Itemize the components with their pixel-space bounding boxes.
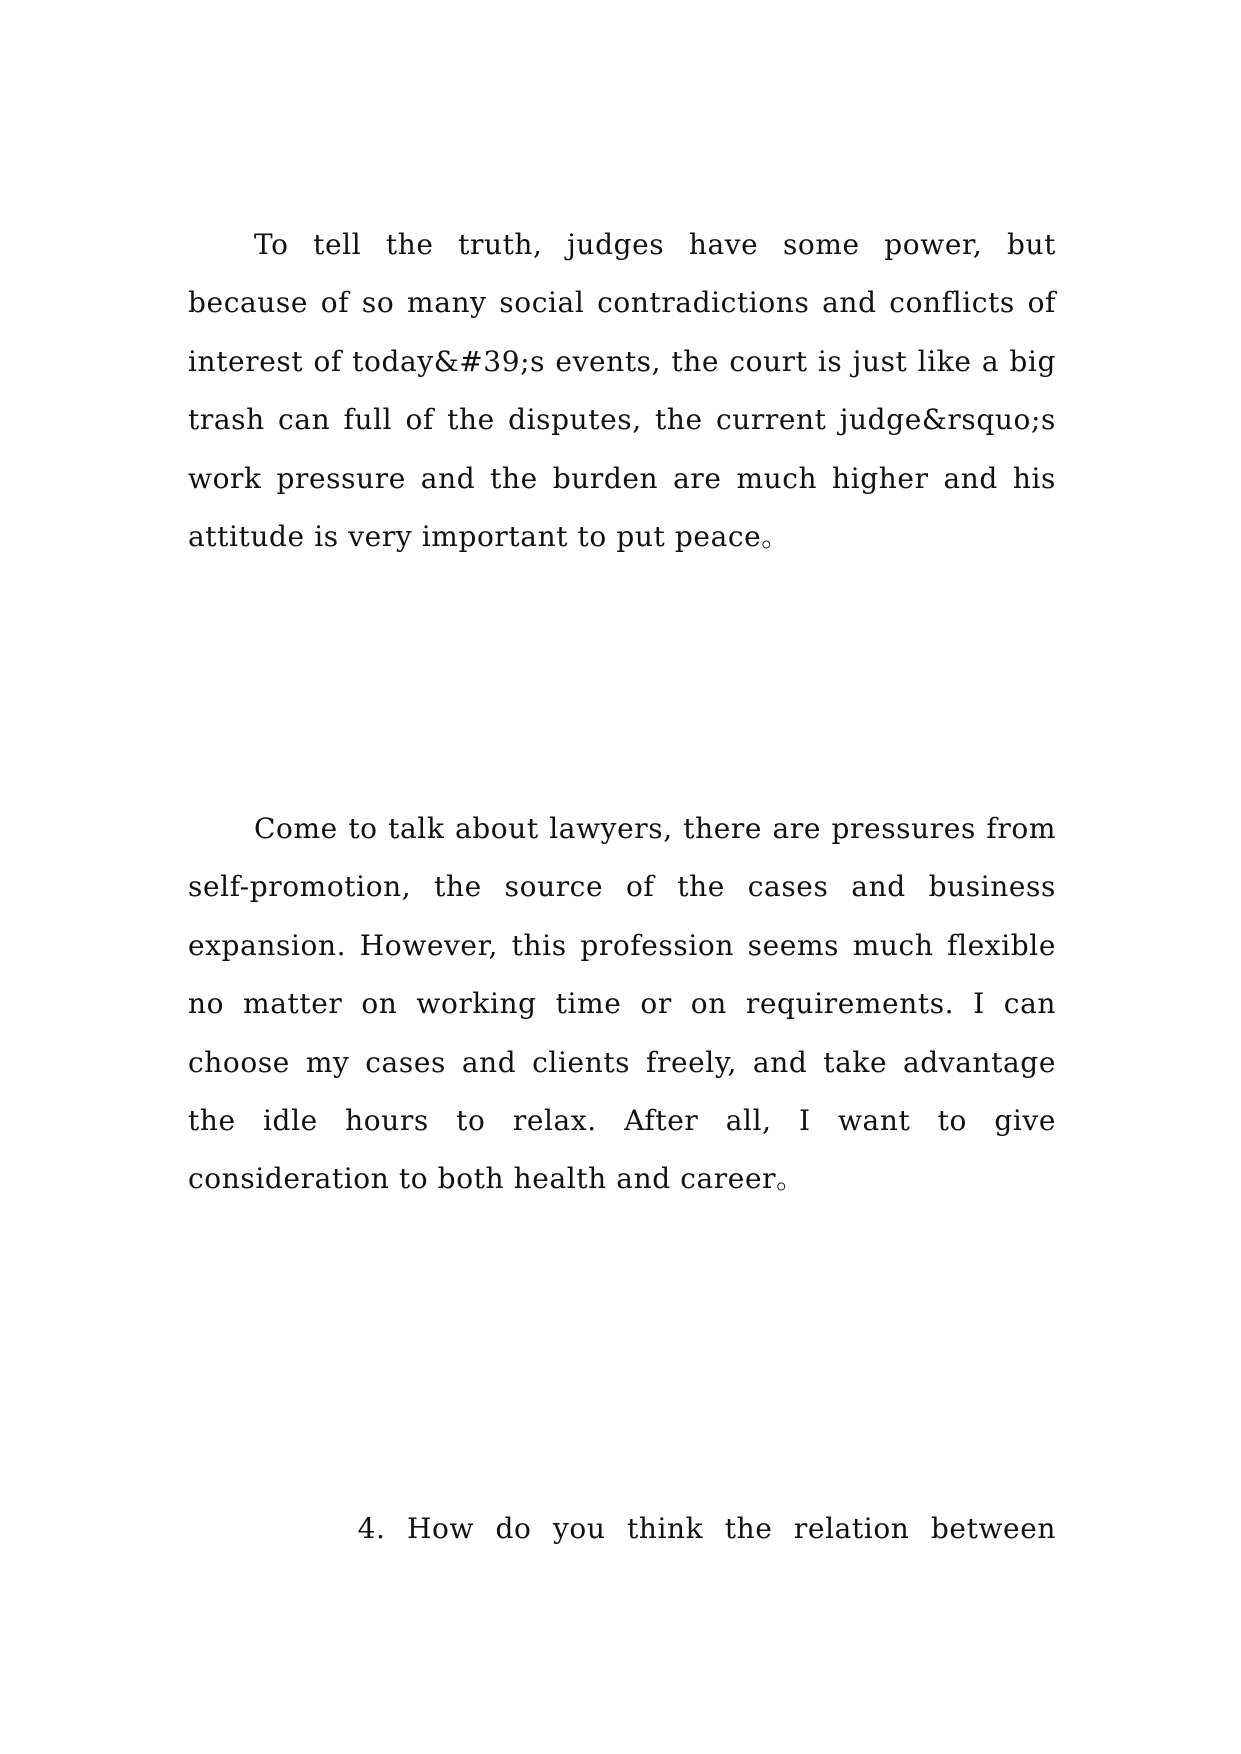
paragraph-judges: To tell the truth, judges have some power, but because of so many social contradictions and conflicts of interest of today&#39;s events, the court is just like a big trash can full of the disputes, the current judge&rsquo;s work pressure and the burden are much higher and his attitude is very important to put peace。 [188, 228, 1056, 554]
paragraph-lawyers: Come to talk about lawyers, there are pressures from self-promotion, the source of the cases and business expansion. However, this profession seems much flexible no matter on working time or on requirements. I can choose my cases and clients freely, and take advantage the idle hours to relax. After all, I want to give consideration to both health and career。 [188, 812, 1056, 1196]
question-4: 4. How do you think the relation between [357, 1512, 1056, 1545]
